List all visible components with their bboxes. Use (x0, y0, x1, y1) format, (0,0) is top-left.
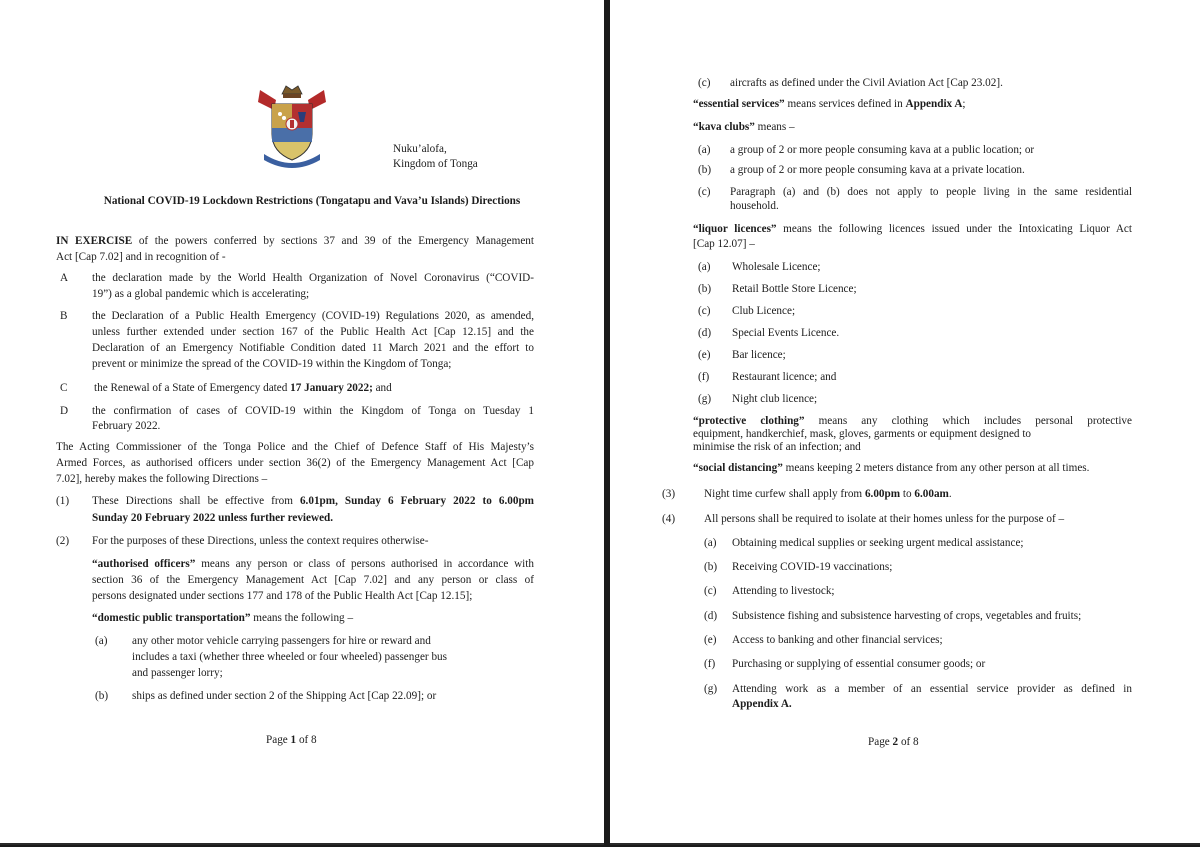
list-label: (c) (698, 77, 711, 89)
recital-line: the Declaration of a Public Health Emergency (COVID-19) Regulations 2020, as amended, (92, 310, 534, 322)
list-line: Special Events Licence. (732, 327, 840, 339)
page-bottom-edge (0, 843, 604, 845)
definition-term: “kava clubs” (693, 121, 755, 133)
list-line: Restaurant licence; and (732, 371, 837, 383)
definition-term: “liquor licences” (693, 223, 777, 235)
list-line: aircrafts as defined under the Civil Aviation Act [Cap 23.02]. (730, 77, 1003, 89)
list-label: (a) (698, 261, 711, 273)
authority-line: 7.02], hereby makes the following Directions – (56, 473, 268, 485)
definition-text: means any clothing which includes personal protective (804, 415, 1132, 427)
recital-label: B (60, 310, 68, 322)
list-label: (c) (698, 186, 711, 198)
definition-text: means any person or class of persons authorised in accordance with (195, 558, 534, 570)
definition-text: means – (754, 121, 795, 133)
para3-end: . (948, 488, 952, 500)
footer-pre: Page (266, 734, 291, 746)
footer-post: of 8 (898, 736, 919, 748)
recital-line (94, 381, 392, 396)
definition-term: “social distancing” (693, 462, 783, 474)
definition-authorised-line-3: persons designated under sections 177 and 178 of the Public Health Act [Cap 12.15]; (92, 590, 473, 602)
list-label: (g) (698, 393, 712, 405)
list-label: (f) (698, 371, 710, 383)
list-line: Retail Bottle Store Licence; (732, 283, 857, 295)
authority-line: Armed Forces, as authorised officers under section 36(2) of the Emergency Management Act [Cap (56, 457, 534, 469)
recital-label: D (60, 405, 69, 417)
list-line: household. (730, 200, 779, 212)
location-country: Kingdom of Tonga (393, 158, 478, 170)
list-line: Purchasing or supplying of essential consumer goods; or (732, 658, 986, 670)
list-line: a group of 2 or more people consuming kava at a private location. (730, 164, 1025, 176)
tonga-coat-of-arms (254, 80, 330, 170)
recital-label: C (60, 382, 68, 394)
definition-kava (693, 120, 795, 135)
list-label: (c) (698, 305, 711, 317)
definition-term: “authorised officers” (92, 558, 196, 570)
para4-text: All persons shall be required to isolate at their homes unless for the purpose of – (704, 513, 1065, 525)
list-line: Bar licence; (732, 349, 786, 361)
page-number: 2 (892, 736, 899, 748)
recital-line: 19”) as a global pandemic which is accelerating; (92, 288, 310, 300)
list-label: (f) (704, 658, 716, 670)
page-bottom-edge (610, 843, 1200, 845)
paragraph-number: (2) (56, 535, 70, 547)
authority-line: The Acting Commissioner of the Tonga Police and the Chief of Defence Staff of His Majesty’s (56, 441, 534, 453)
list-label: (a) (698, 144, 711, 156)
intro-emphasis: IN EXERCISE (56, 235, 133, 247)
list-label: (d) (704, 610, 718, 622)
definition-term: “domestic public transportation” (92, 612, 251, 624)
curfew-start: 6.00pm (864, 488, 901, 500)
recital-label: A (60, 272, 69, 284)
recital-c-date: 17 January 2022; (290, 382, 373, 394)
paragraph-number: (1) (56, 495, 70, 507)
list-line: Night club licence; (732, 393, 818, 405)
list-label: (b) (698, 164, 712, 176)
definition-social (693, 461, 1089, 476)
recital-line: the declaration made by the World Health Organization of Novel Coronavirus (“COVID- (92, 272, 534, 284)
document-page-2 (610, 0, 1200, 845)
list-label: (c) (704, 585, 717, 597)
list-line: Access to banking and other financial services; (732, 634, 943, 646)
list-line: includes a taxi (whether three wheeled or four wheeled) passenger bus (132, 651, 447, 663)
list-line: ships as defined under section 2 of the Shipping Act [Cap 22.09]; or (132, 690, 437, 702)
page-number: 1 (290, 734, 297, 746)
intro-line-2: Act [Cap 7.02] and in recognition of - (56, 251, 226, 263)
para3-text (704, 487, 952, 502)
recital-line: the confirmation of cases of COVID-19 within the Kingdom of Tonga on Tuesday 1 (92, 405, 534, 417)
recital-line: prevent or minimize the spread of the COVID-19 within the Kingdom of Tonga; (92, 358, 452, 370)
footer-pre: Page (868, 736, 893, 748)
appendix-ref: Appendix A (905, 98, 963, 110)
para1-line-2: Sunday 20 February 2022 unless further reviewed. (92, 512, 334, 524)
page-footer (266, 733, 317, 748)
para3-mid: to (900, 488, 915, 500)
definition-term: “essential services” (693, 98, 785, 110)
para3-pre: Night time curfew shall apply from (704, 488, 865, 500)
list-line: any other motor vehicle carrying passengers for hire or reward and (132, 635, 431, 647)
curfew-end: 6.00am (914, 488, 949, 500)
list-label: (b) (95, 690, 109, 702)
recital-line: unless further extended under section 167 of the Public Health Act [Cap 12.15] and the (92, 326, 534, 338)
list-label: (a) (704, 537, 717, 549)
location-city: Nuku’alofa, (393, 143, 447, 155)
definition-text: means keeping 2 meters distance from any other person at all times. (782, 462, 1090, 474)
list-label: (b) (698, 283, 712, 295)
list-label: (e) (698, 349, 711, 361)
definition-text: means the following – (250, 612, 354, 624)
definition-term: “protective clothing” (693, 415, 805, 427)
definition-text: means services defined in (784, 98, 906, 110)
list-line: Receiving COVID-19 vaccinations; (732, 561, 893, 573)
definition-authorised-line-1 (92, 557, 534, 572)
definition-transport (92, 611, 353, 626)
list-line: Wholesale Licence; (732, 261, 821, 273)
para2-text: For the purposes of these Directions, unless the context requires otherwise- (92, 535, 429, 547)
list-label: (g) (704, 683, 718, 695)
document-title: National COVID-19 Lockdown Restrictions (Tongatapu and Vava’u Islands) Directions (103, 195, 521, 207)
para1-text: These Directions shall be effective from (92, 495, 300, 507)
definition-protective-line-2: equipment, handkerchief, mask, gloves, garments or equipment designed to (693, 428, 1032, 440)
list-line: Paragraph (a) and (b) does not apply to people living in the same residential (730, 186, 1132, 198)
recital-line: Declaration of an Emergency Notifiable Condition dated 11 March 2021 and the effort to (92, 342, 534, 354)
intro-line-1 (56, 234, 534, 249)
page-footer (868, 735, 919, 750)
recital-c-pre: the Renewal of a State of Emergency dated (94, 382, 291, 394)
paragraph-number: (3) (662, 488, 676, 500)
list-label: (d) (698, 327, 712, 339)
list-label: (b) (704, 561, 718, 573)
list-line: Appendix A. (732, 698, 792, 710)
paragraph-number: (4) (662, 513, 676, 525)
definition-protective-line-3: minimise the risk of an infection; and (693, 441, 861, 453)
list-line: Attending work as a member of an essential service provider as defined in (732, 683, 1132, 695)
recital-c-post: and (372, 382, 392, 394)
recital-line: February 2022. (92, 420, 161, 432)
definition-liquor-line-2: [Cap 12.07] – (693, 238, 755, 250)
list-line: Club Licence; (732, 305, 796, 317)
list-label: (e) (704, 634, 717, 646)
para1-dates: 6.01pm, Sunday 6 February 2022 to 6.00pm (299, 495, 534, 507)
list-line: Obtaining medical supplies or seeking urgent medical assistance; (732, 537, 1024, 549)
definition-text: means the following licences issued under the Intoxicating Liquor Act (776, 223, 1132, 235)
definition-essential (693, 97, 966, 112)
list-line: Attending to livestock; (732, 585, 835, 597)
definition-authorised-line-2: section 36 of the Emergency Management Act [Cap 7.02] and any person or class of (92, 574, 534, 586)
intro-text-1: of the powers conferred by sections 37 and 39 of the Emergency Management (132, 235, 534, 247)
definition-end: ; (962, 98, 966, 110)
definition-liquor-line-1 (693, 222, 1132, 237)
list-line: and passenger lorry; (132, 667, 223, 679)
list-label: (a) (95, 635, 108, 647)
footer-post: of 8 (296, 734, 317, 746)
list-line: Subsistence fishing and subsistence harvesting of crops, vegetables and fruits; (732, 610, 1082, 622)
list-line: a group of 2 or more people consuming kava at a public location; or (730, 144, 1035, 156)
para1-line-1 (92, 494, 534, 509)
